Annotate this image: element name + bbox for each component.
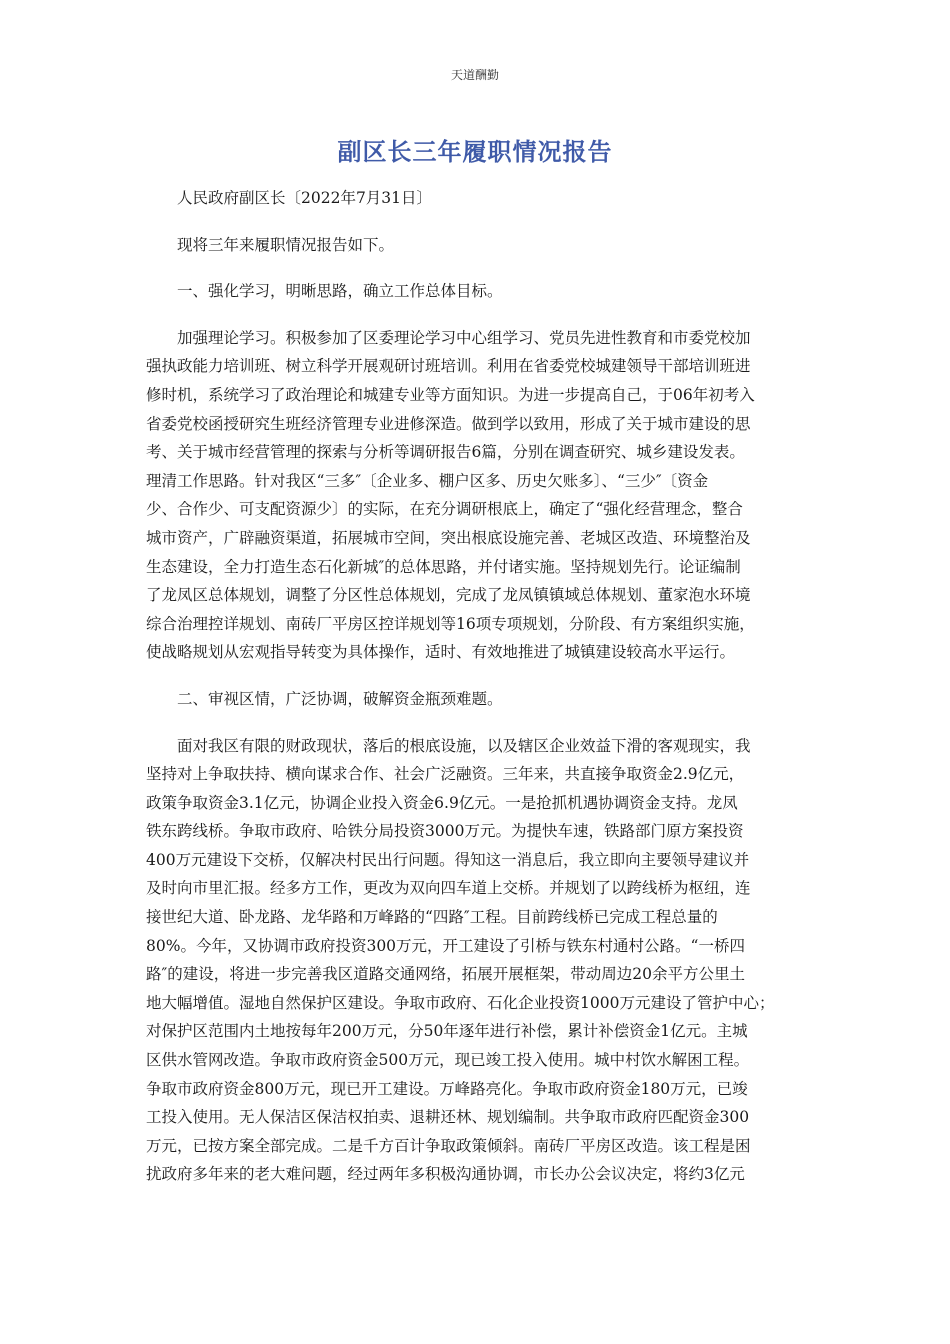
paragraph-line: 综合治理控详规划、南砖厂平房区控详规划等16项专项规划，分阶段、有方案组织实施， (146, 614, 755, 633)
section-heading-2: 二、审视区情，广泛协调，破解资金瓶颈难题。 (177, 689, 503, 708)
paragraph-line: 区供水管网改造。争取市政府资金500万元，现已竣工投入使用。城中村饮水解困工程。 (146, 1051, 750, 1070)
header-note: 天道酬勤 (450, 68, 499, 82)
paragraph-line: 城市资产，广辟融资渠道，拓展城市空间，突出根底设施完善、老城区改造、环境整治及 (146, 528, 751, 547)
paragraph-line: 面对我区有限的财政现状，落后的根底设施，以及辖区企业效益下滑的客观现实，我 (177, 736, 751, 755)
paragraph-line: 省委党校函授研究生班经济管理专业进修深造。做到学以致用，形成了关于城市建设的思 (146, 414, 751, 433)
paragraph-line: 加强理论学习。积极参加了区委理论学习中心组学习、党员先进性教育和市委党校加 (177, 328, 751, 347)
paragraph-line: 路″的建设，将进一步完善我区道路交通网络，拓展开展框架，带动周边20余平方公里土 (146, 965, 746, 984)
paragraph-line: 强执政能力培训班、树立科学开展观研讨班培训。利用在省委党校城建领导干部培训班进 (146, 357, 751, 376)
paragraph-line: 使战略规划从宏观指导转变为具体操作，适时、有效地推进了城镇建设较高水平运行。 (146, 643, 736, 662)
page-title: 副区长三年履职情况报告 (337, 138, 613, 166)
paragraph-line: 考、关于城市经营管理的探索与分析等调研报告6篇，分别在调查研究、城乡建设发表。 (146, 443, 745, 462)
paragraph-line: 工投入使用。无人保洁区保洁权拍卖、退耕还林、规划编制。共争取市政府匹配资金300 (146, 1108, 750, 1127)
paragraph-line: 理清工作思路。针对我区“三多″〔企业多、棚户区多、历史欠账多〕、“三少″〔资金 (146, 471, 709, 490)
paragraph-line: 400万元建设下交桥，仅解决村民出行问题。得知这一消息后，我立即向主要领导建议并 (146, 850, 750, 869)
document-body (146, 184, 806, 1189)
paragraph-line: 了龙凤区总体规划，调整了分区性总体规划，完成了龙凤镇镇域总体规划、董家泡水环境 (146, 586, 751, 605)
section-1-paragraph (146, 324, 806, 667)
paragraph-line: 扰政府多年来的老大难问题，经过两年多积极沟通协调，市长办公会议决定，将约3亿元 (146, 1165, 745, 1184)
section-heading-1: 一、强化学习，明晰思路，确立工作总体目标。 (177, 282, 503, 301)
intro-text: 现将三年来履职情况报告如下。 (177, 235, 395, 254)
paragraph-line: 修时机，系统学习了政治理论和城建专业等方面知识。为进一步提高自己，于06年初考入 (146, 385, 755, 404)
paragraph-line: 地大幅增值。湿地自然保护区建设。争取市政府、石化企业投资1000万元建设了管护中心； (146, 993, 775, 1012)
paragraph-line: 坚持对上争取扶持、横向谋求合作、社会广泛融资。三年来，共直接争取资金2.9亿元， (146, 765, 745, 784)
section-2-paragraph (146, 732, 806, 1190)
paragraph-line: 对保护区范围内土地按每年200万元，分50年逐年进行补偿，累计补偿资金1亿元。主城 (146, 1022, 748, 1041)
byline: 人民政府副区长〔2022年7月31日〕 (177, 189, 433, 207)
paragraph-line: 争取市政府资金800万元，现已开工建设。万峰路亮化。争取市政府资金180万元，已竣 (146, 1079, 748, 1098)
paragraph-line: 及时向市里汇报。经多方工作，更改为双向四车道上交桥。并规划了以跨线桥为枢纽，连 (146, 879, 751, 898)
paragraph-line: 少、合作少、可支配资源少〕的实际，在充分调研根底上，确定了“强化经营理念，整合 (146, 500, 743, 519)
paragraph-line: 接世纪大道、卧龙路、龙华路和万峰路的“四路″工程。目前跨线桥已完成工程总量的 (146, 908, 718, 927)
paragraph-line: 铁东跨线桥。争取市政府、哈铁分局投资3000万元。为提快车速，铁路部门原方案投资 (146, 822, 744, 841)
paragraph-line: 政策争取资金3.1亿元，协调企业投入资金6.9亿元。一是抢抓机遇协调资金支持。龙凤 (146, 793, 738, 812)
paragraph-line: 万元，已按方案全部完成。二是千方百计争取政策倾斜。南砖厂平房区改造。该工程是困 (146, 1136, 751, 1155)
paragraph-line: 80%。今年，又协调市政府投资300万元，开工建设了引桥与铁东村通村公路。“一桥四 (146, 936, 745, 955)
paragraph-line: 生态建设，全力打造生态石化新城″的总体思路，并付诸实施。坚持规划先行。论证编制 (146, 557, 741, 576)
